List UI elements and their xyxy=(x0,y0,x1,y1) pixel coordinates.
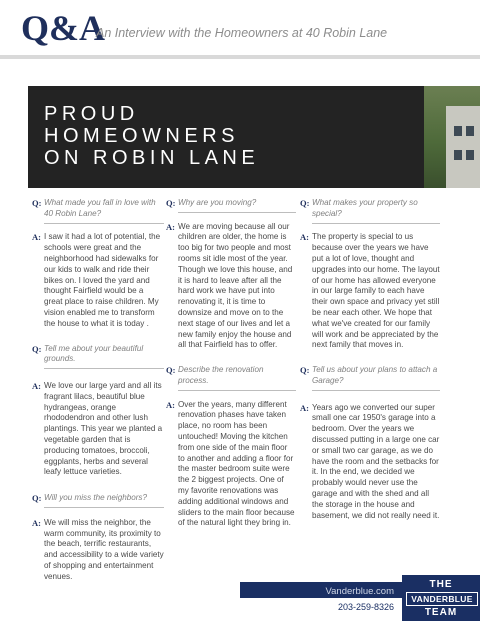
question-text: Will you miss the neighbors? xyxy=(44,493,147,503)
answer-text: We will miss the neighbor, the warm community, its proximity to the beach, terrific restaurants, and accessibility to a wide variety of shopping and entertainment venues. xyxy=(44,517,164,581)
question xyxy=(32,198,164,220)
vanderblue-team-logo xyxy=(402,575,480,621)
hero-banner xyxy=(28,86,480,188)
question xyxy=(300,365,440,387)
question-text: What made you fall in love with 40 Robin Lane? xyxy=(44,198,156,218)
question-text: Why are you moving? xyxy=(178,198,257,207)
question-label: Q: xyxy=(166,198,176,208)
interview-column-3 xyxy=(300,198,440,521)
question-text: Tell me about your beautiful grounds. xyxy=(44,343,144,364)
question-text: Describe the renovation process. xyxy=(178,365,264,385)
answer-label: A: xyxy=(32,232,41,243)
question-label: Q: xyxy=(166,365,176,376)
answer-label: A: xyxy=(300,402,309,413)
answer xyxy=(300,232,440,351)
question-divider xyxy=(312,390,440,391)
answer xyxy=(32,381,164,478)
page-header xyxy=(0,0,480,58)
question xyxy=(166,365,296,387)
question-divider xyxy=(44,223,164,224)
answer-label: A: xyxy=(300,232,309,243)
question xyxy=(166,198,296,209)
question xyxy=(32,344,164,366)
question-text: What makes your property so special? xyxy=(312,198,418,218)
answer xyxy=(166,400,296,530)
question xyxy=(32,493,164,504)
qa-item xyxy=(32,493,164,582)
brand-team: TEAM xyxy=(424,607,458,618)
answer xyxy=(300,403,440,522)
question-label: Q: xyxy=(300,198,310,208)
answer-label: A: xyxy=(166,399,175,410)
qa-item xyxy=(166,198,296,351)
answer-text: We are moving because all our children are older, the home is too big for two people and most rooms sit idle most of the year. Though we love this house, and it is hard to leave after all the hard work we have put into renovating it, it is time to downsize and move on to the next stage of our lives and let a new family enjoy the house and all that Fairfield has to offer. xyxy=(178,221,293,350)
interview-column-2 xyxy=(166,198,296,529)
answer-text: Over the years, many different renovation phases have taken place, no room has been untouched! Moving the kitchen from one side of the main floor to another and adding a floor for the master bedroom suite were the 2 biggest projects. One of my favorite renovations was adding additional windows and sliders to the main floor because of the natural light they bring in. xyxy=(178,399,295,528)
question-label: Q: xyxy=(300,365,310,376)
website-link[interactable]: Vanderblue.com xyxy=(325,586,394,597)
hero-title-line-3: ON ROBIN LANE xyxy=(44,147,260,169)
question xyxy=(300,198,440,220)
answer-label: A: xyxy=(32,380,41,391)
header-subtitle: An Interview with the Homeowners at 40 Robin Lane xyxy=(96,26,388,40)
answer xyxy=(32,232,164,329)
hero-title-line-1: PROUD xyxy=(44,103,139,125)
answer-label: A: xyxy=(32,517,41,528)
qa-item xyxy=(166,365,296,529)
qa-logo: Q&A xyxy=(21,8,105,48)
qa-item xyxy=(32,198,164,330)
question-label: Q: xyxy=(32,198,42,208)
question-label: Q: xyxy=(32,343,42,354)
qa-item xyxy=(300,365,440,521)
interview-column-1 xyxy=(32,198,164,583)
answer-text: The property is special to us because over the years we have put a lot of love, thought and upgrades into our home. The layout of our home has allowed everyone in our large family to each have their own space and privacy yet still be near each other. We hope that what we've created for our family will work and be appreciated by the next family that moves in. xyxy=(312,232,440,350)
answer-text: I saw it had a lot of potential, the schools were great and the neighborhood had sidewalks for our kids to walk and ride their bikes on. I loved the yard and thought Fairfield would be a great place to raise children. My vision enabled me to transform the house to what it is today . xyxy=(44,232,161,328)
answer xyxy=(166,222,296,352)
qa-item xyxy=(300,198,440,351)
phone-number: 203-259-8326 xyxy=(337,602,394,612)
header-divider xyxy=(0,55,480,59)
answer xyxy=(32,518,164,583)
answer-label: A: xyxy=(166,221,175,232)
qa-item xyxy=(32,344,164,479)
question-divider xyxy=(178,390,296,391)
answer-text: We love our large yard and all its fragrant lilacs, beautiful blue hydrangeas, orange rhododendron and other lush plantings. This year we planted a vegetable garden that is producing tomatoes, broccoli, eggplants, herbs and several leafy lettuce varieties. xyxy=(44,380,163,477)
brand-the: THE xyxy=(429,579,453,590)
brand-name: VANDERBLUE xyxy=(406,592,478,606)
question-text: Tell us about your plans to attach a Garage? xyxy=(312,365,438,385)
question-label: Q: xyxy=(32,493,42,504)
hero-title xyxy=(44,103,259,169)
question-divider xyxy=(312,223,440,224)
hero-title-line-2: HOMEOWNERS xyxy=(44,125,239,147)
question-divider xyxy=(44,507,164,508)
answer-text: Years ago we converted our super small one car 1950's garage into a bedroom. Over the years we discussed putting in a large one car or small two car garage, as we do have the room and the setbacks for it. In the end, we decided we probably would never use the garage and with the shed and all the storage in the house and basement, we did not really need it. xyxy=(312,402,440,520)
hero-house-photo xyxy=(424,86,480,188)
question-divider xyxy=(178,212,296,213)
question-divider xyxy=(44,368,164,369)
